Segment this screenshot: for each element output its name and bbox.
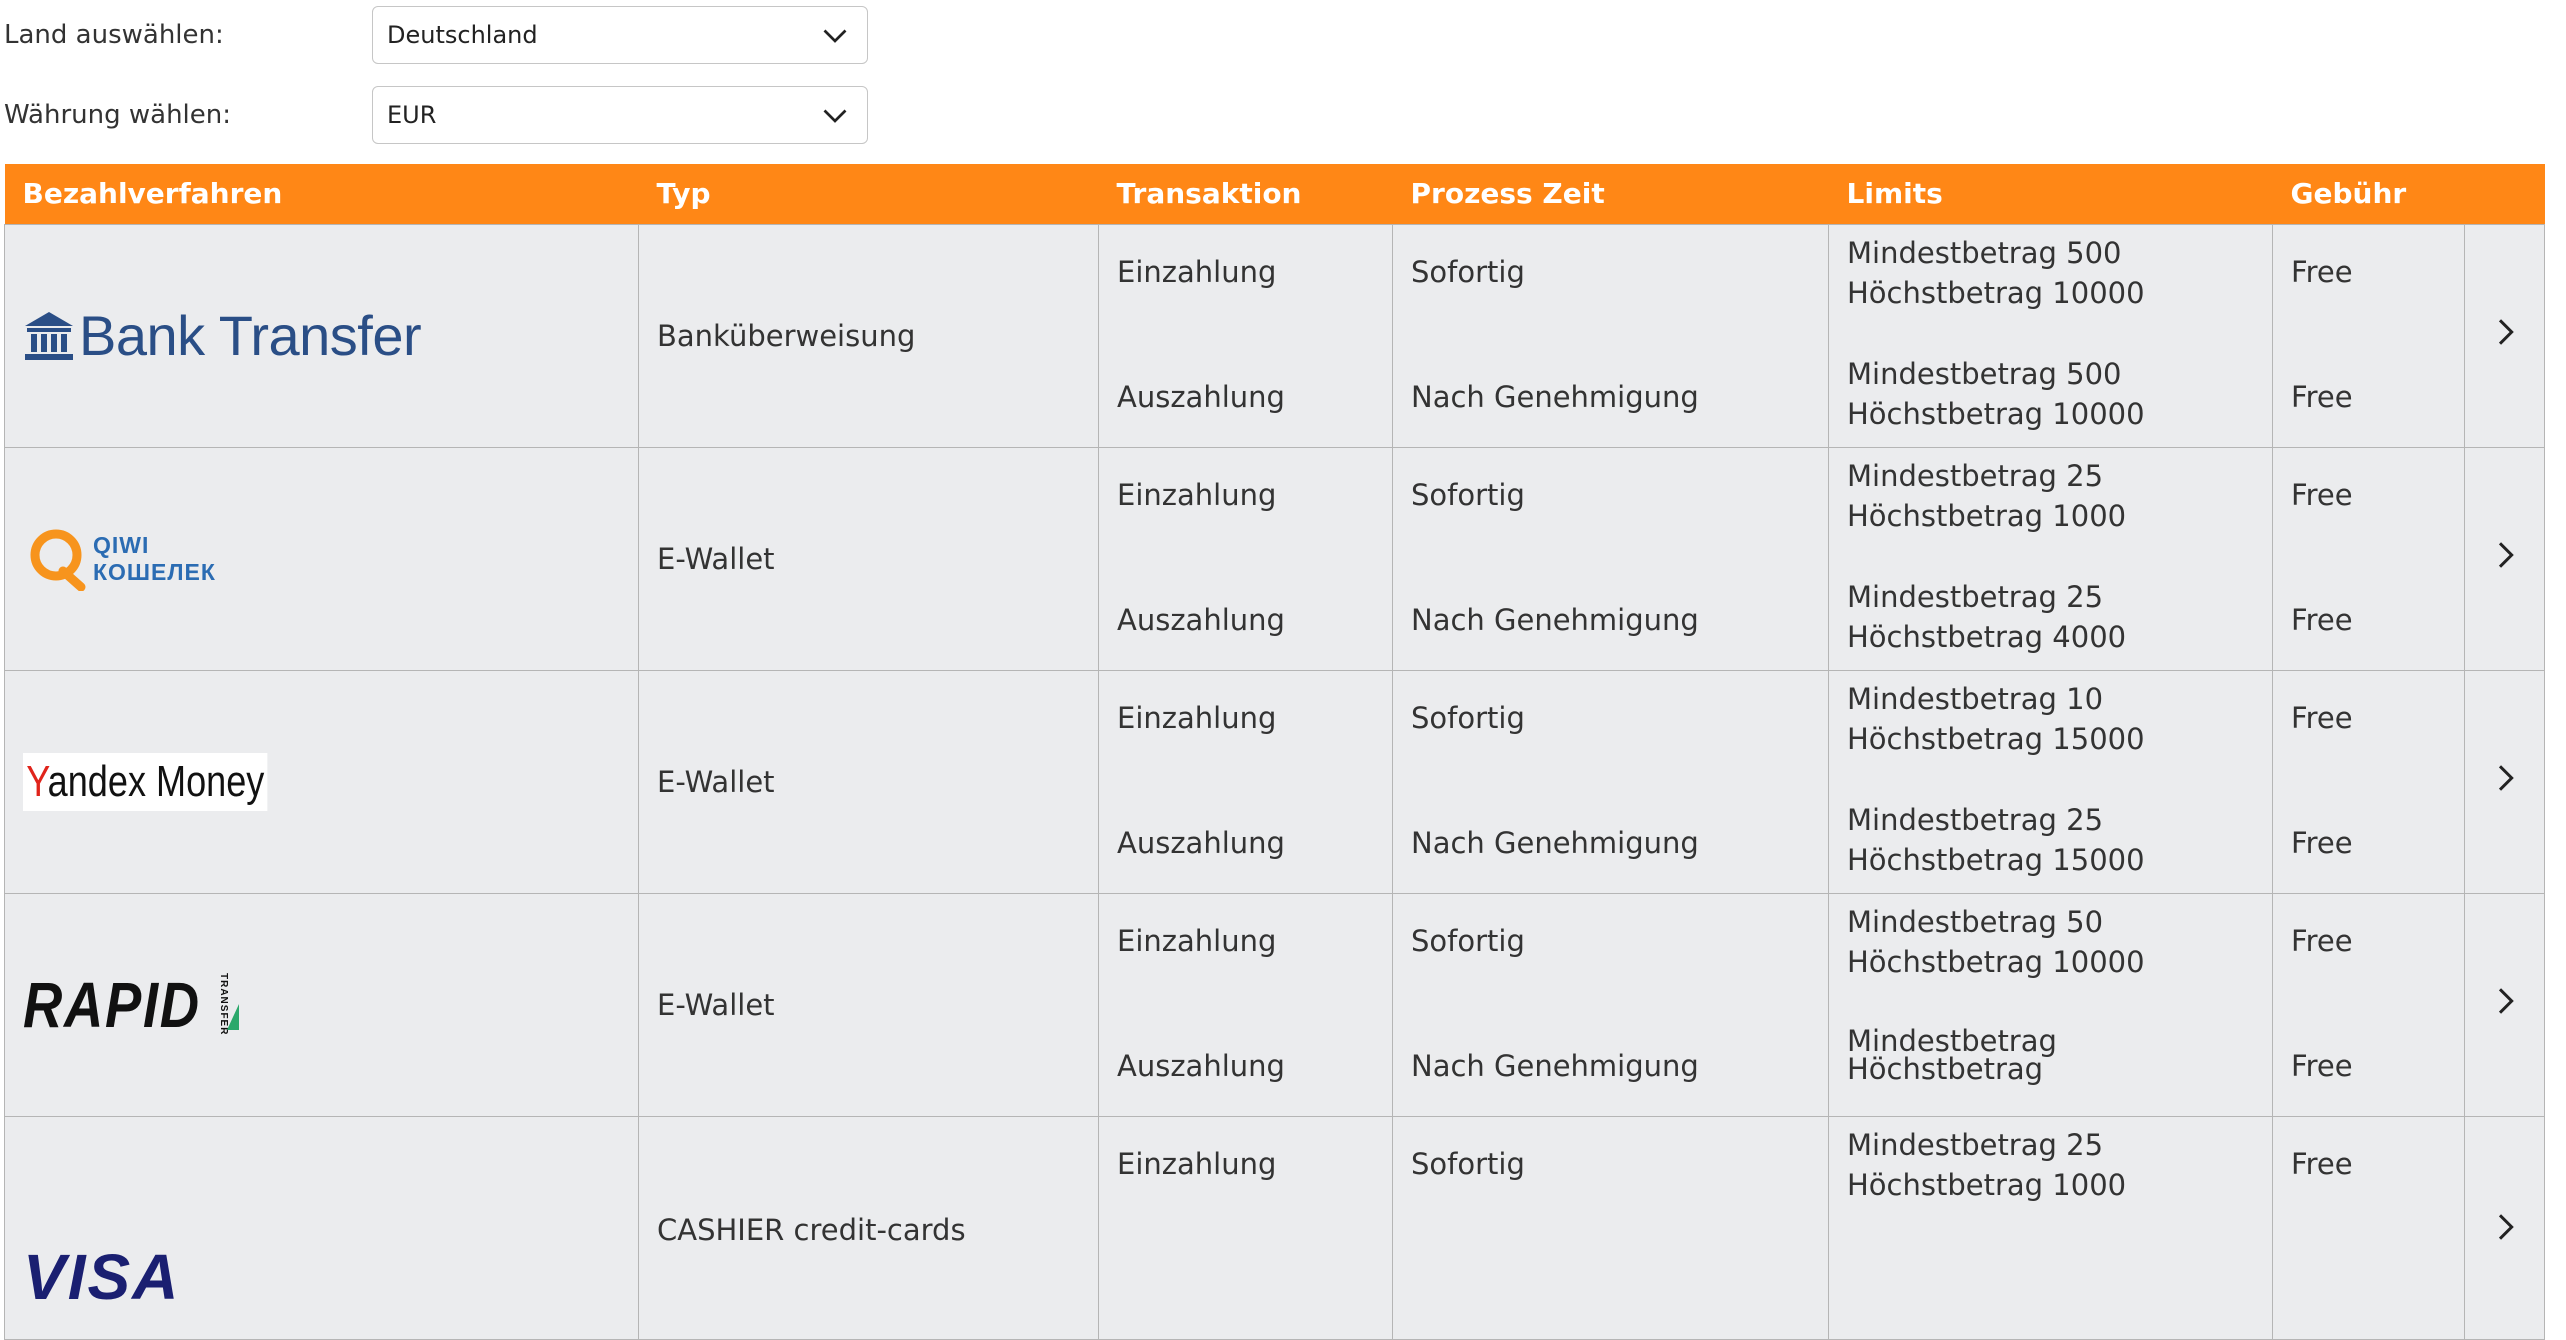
visa-logo-text: VISA: [23, 1240, 181, 1313]
limits-deposit: [1829, 225, 2272, 336]
rapid-accent-icon: [227, 1004, 239, 1030]
expand-cell[interactable]: [2465, 447, 2545, 670]
fee-deposit: Free: [2291, 700, 2353, 735]
limit-min: Mindestbetrag 25: [1847, 458, 2104, 493]
chevron-right-icon[interactable]: [2485, 981, 2525, 1021]
process-time-deposit: Sofortig: [1411, 1146, 1525, 1181]
type-cell: Banküberweisung: [639, 224, 1099, 447]
table-row[interactable]: [5, 670, 2545, 893]
fee-withdrawal: Free: [2291, 825, 2353, 860]
chevron-down-icon: [817, 97, 853, 133]
yandex-money-logo: [5, 753, 638, 811]
transaction-deposit: Einzahlung: [1117, 477, 1277, 512]
limit-min: Mindestbetrag 10: [1847, 681, 2104, 716]
process-time-withdrawal: Nach Genehmigung: [1411, 379, 1699, 414]
table-row[interactable]: [5, 447, 2545, 670]
country-label: Land auswählen:: [4, 20, 224, 50]
limits-cell: [1829, 224, 2273, 447]
process-time-cell: [1393, 1116, 1829, 1339]
type-cell: E-Wallet: [639, 893, 1099, 1116]
fee-cell: [2273, 893, 2465, 1116]
country-select[interactable]: [372, 6, 868, 64]
fee-cell: [2273, 447, 2465, 670]
header-method: Bezahlverfahren: [5, 164, 639, 224]
limits-withdrawal: [1829, 559, 2272, 670]
fee-cell: [2273, 670, 2465, 893]
process-time-cell: [1393, 447, 1829, 670]
fee-withdrawal: Free: [2291, 1048, 2353, 1083]
limit-min: Mindestbetrag 25: [1847, 802, 2104, 837]
fee-deposit: Free: [2291, 477, 2353, 512]
visa-logo: [5, 1142, 638, 1314]
yandex-logo-money: Money: [145, 756, 265, 806]
chevron-right-icon[interactable]: [2485, 535, 2525, 575]
transaction-cell: [1099, 670, 1393, 893]
process-time-withdrawal: Nach Genehmigung: [1411, 602, 1699, 637]
method-cell: [5, 893, 639, 1116]
method-cell: [5, 447, 639, 670]
currency-filter: [4, 86, 868, 144]
currency-select[interactable]: [372, 86, 868, 144]
process-time-deposit: Sofortig: [1411, 923, 1525, 958]
transaction-deposit: Einzahlung: [1117, 700, 1277, 735]
limit-max: Höchstbetrag 1000: [1847, 498, 2127, 533]
limit-max: Höchstbetrag 15000: [1847, 721, 2145, 756]
limits-cell: [1829, 1116, 2273, 1339]
fee-withdrawal: Free: [2291, 602, 2353, 637]
table-row[interactable]: [5, 224, 2545, 447]
table-header-row: [5, 164, 2545, 224]
limits-withdrawal: [1829, 782, 2272, 893]
fee-deposit: Free: [2291, 923, 2353, 958]
transaction-deposit: Einzahlung: [1117, 923, 1277, 958]
fee-cell: [2273, 224, 2465, 447]
transaction-cell: [1099, 224, 1393, 447]
limits-withdrawal: [1829, 1005, 2272, 1116]
limits-deposit: [1829, 448, 2272, 559]
type-cell: [639, 1116, 1099, 1339]
fee-cell: [2273, 1116, 2465, 1339]
chevron-right-icon[interactable]: [2485, 1207, 2525, 1247]
qiwi-logo-line2: КОШЕЛЕК: [93, 558, 216, 585]
rapid-logo-main: RAPID: [23, 968, 201, 1041]
transaction-cell: [1099, 1116, 1393, 1339]
transaction-cell: [1099, 893, 1393, 1116]
limit-min: Mindestbetrag 50: [1847, 904, 2104, 939]
country-select-value: Deutschland: [387, 21, 538, 49]
payment-methods-table: [4, 164, 2545, 1340]
qiwi-icon: [29, 527, 91, 591]
currency-select-value: EUR: [387, 101, 437, 129]
chevron-right-icon[interactable]: [2485, 312, 2525, 352]
fee-deposit: Free: [2291, 254, 2353, 289]
process-time-cell: [1393, 893, 1829, 1116]
transaction-withdrawal: Auszahlung: [1117, 602, 1285, 637]
yandex-logo-y: Y: [26, 756, 48, 806]
limit-min: Mindestbetrag 25: [1847, 579, 2104, 614]
transaction-withdrawal: Auszahlung: [1117, 825, 1285, 860]
header-fee: Gebühr: [2273, 164, 2465, 224]
bank-transfer-logo: [5, 303, 638, 368]
process-time-deposit: Sofortig: [1411, 700, 1525, 735]
bank-icon: [23, 310, 75, 362]
currency-label: Währung wählen:: [4, 100, 232, 130]
limit-min: Mindestbetrag 500: [1847, 356, 2122, 391]
header-limits: Limits: [1829, 164, 2273, 224]
method-cell: [5, 224, 639, 447]
table-row[interactable]: [5, 1116, 2545, 1339]
limits-deposit: [1829, 1117, 2272, 1228]
method-cell: [5, 1116, 639, 1339]
header-process-time: Prozess Zeit: [1393, 164, 1829, 224]
header-type: Typ: [639, 164, 1099, 224]
yandex-logo-andex: andex: [47, 756, 146, 806]
limit-min: Mindestbetrag: [1847, 1023, 2057, 1058]
qiwi-logo: [5, 527, 638, 591]
fee-withdrawal: Free: [2291, 379, 2353, 414]
transaction-withdrawal: Auszahlung: [1117, 1048, 1285, 1083]
limit-max: Höchstbetrag 10000: [1847, 275, 2145, 310]
type-cell: E-Wallet: [639, 670, 1099, 893]
bank-transfer-logo-text: Bank Transfer: [79, 304, 422, 367]
transaction-withdrawal: Auszahlung: [1117, 379, 1285, 414]
rapid-logo-side: TRANSFER: [218, 973, 230, 1036]
chevron-down-icon: [817, 17, 853, 53]
transaction-deposit: Einzahlung: [1117, 254, 1277, 289]
process-time-withdrawal: Nach Genehmigung: [1411, 1048, 1699, 1083]
limits-deposit: [1829, 671, 2272, 782]
process-time-cell: [1393, 670, 1829, 893]
process-time-deposit: Sofortig: [1411, 477, 1525, 512]
header-spacer: [2465, 164, 2545, 224]
process-time-withdrawal: Nach Genehmigung: [1411, 825, 1699, 860]
limits-cell: [1829, 447, 2273, 670]
table-row[interactable]: [5, 893, 2545, 1116]
limit-max: Höchstbetrag 4000: [1847, 619, 2127, 654]
process-time-cell: [1393, 224, 1829, 447]
expand-cell[interactable]: [2465, 1116, 2545, 1339]
limit-max: Höchstbetrag 10000: [1847, 944, 2145, 979]
rapid-transfer-logo: [5, 968, 638, 1042]
country-filter: [4, 6, 868, 64]
chevron-right-icon[interactable]: [2485, 758, 2525, 798]
limits-cell: [1829, 670, 2273, 893]
process-time-deposit: Sofortig: [1411, 254, 1525, 289]
limit-max: Höchstbetrag 15000: [1847, 842, 2145, 877]
expand-cell[interactable]: [2465, 893, 2545, 1116]
limits-deposit: [1829, 894, 2272, 1005]
limits-cell: [1829, 893, 2273, 1116]
limit-max: Höchstbetrag 10000: [1847, 396, 2145, 431]
header-transaction: Transaktion: [1099, 164, 1393, 224]
expand-cell[interactable]: [2465, 224, 2545, 447]
type-cell: E-Wallet: [639, 447, 1099, 670]
type-text: CASHIER credit-cards: [657, 1212, 966, 1247]
transaction-cell: [1099, 447, 1393, 670]
qiwi-logo-line1: QIWI: [93, 531, 150, 558]
limit-min: Mindestbetrag 500: [1847, 235, 2122, 270]
limit-max: Höchstbetrag 1000: [1847, 1167, 2127, 1202]
expand-cell[interactable]: [2465, 670, 2545, 893]
limit-min: Mindestbetrag 25: [1847, 1127, 2104, 1162]
limit-max: Höchstbetrag: [1847, 1051, 2044, 1086]
fee-deposit: Free: [2291, 1146, 2353, 1181]
transaction-deposit: Einzahlung: [1117, 1146, 1277, 1181]
limits-withdrawal: [1829, 336, 2272, 447]
method-cell: [5, 670, 639, 893]
